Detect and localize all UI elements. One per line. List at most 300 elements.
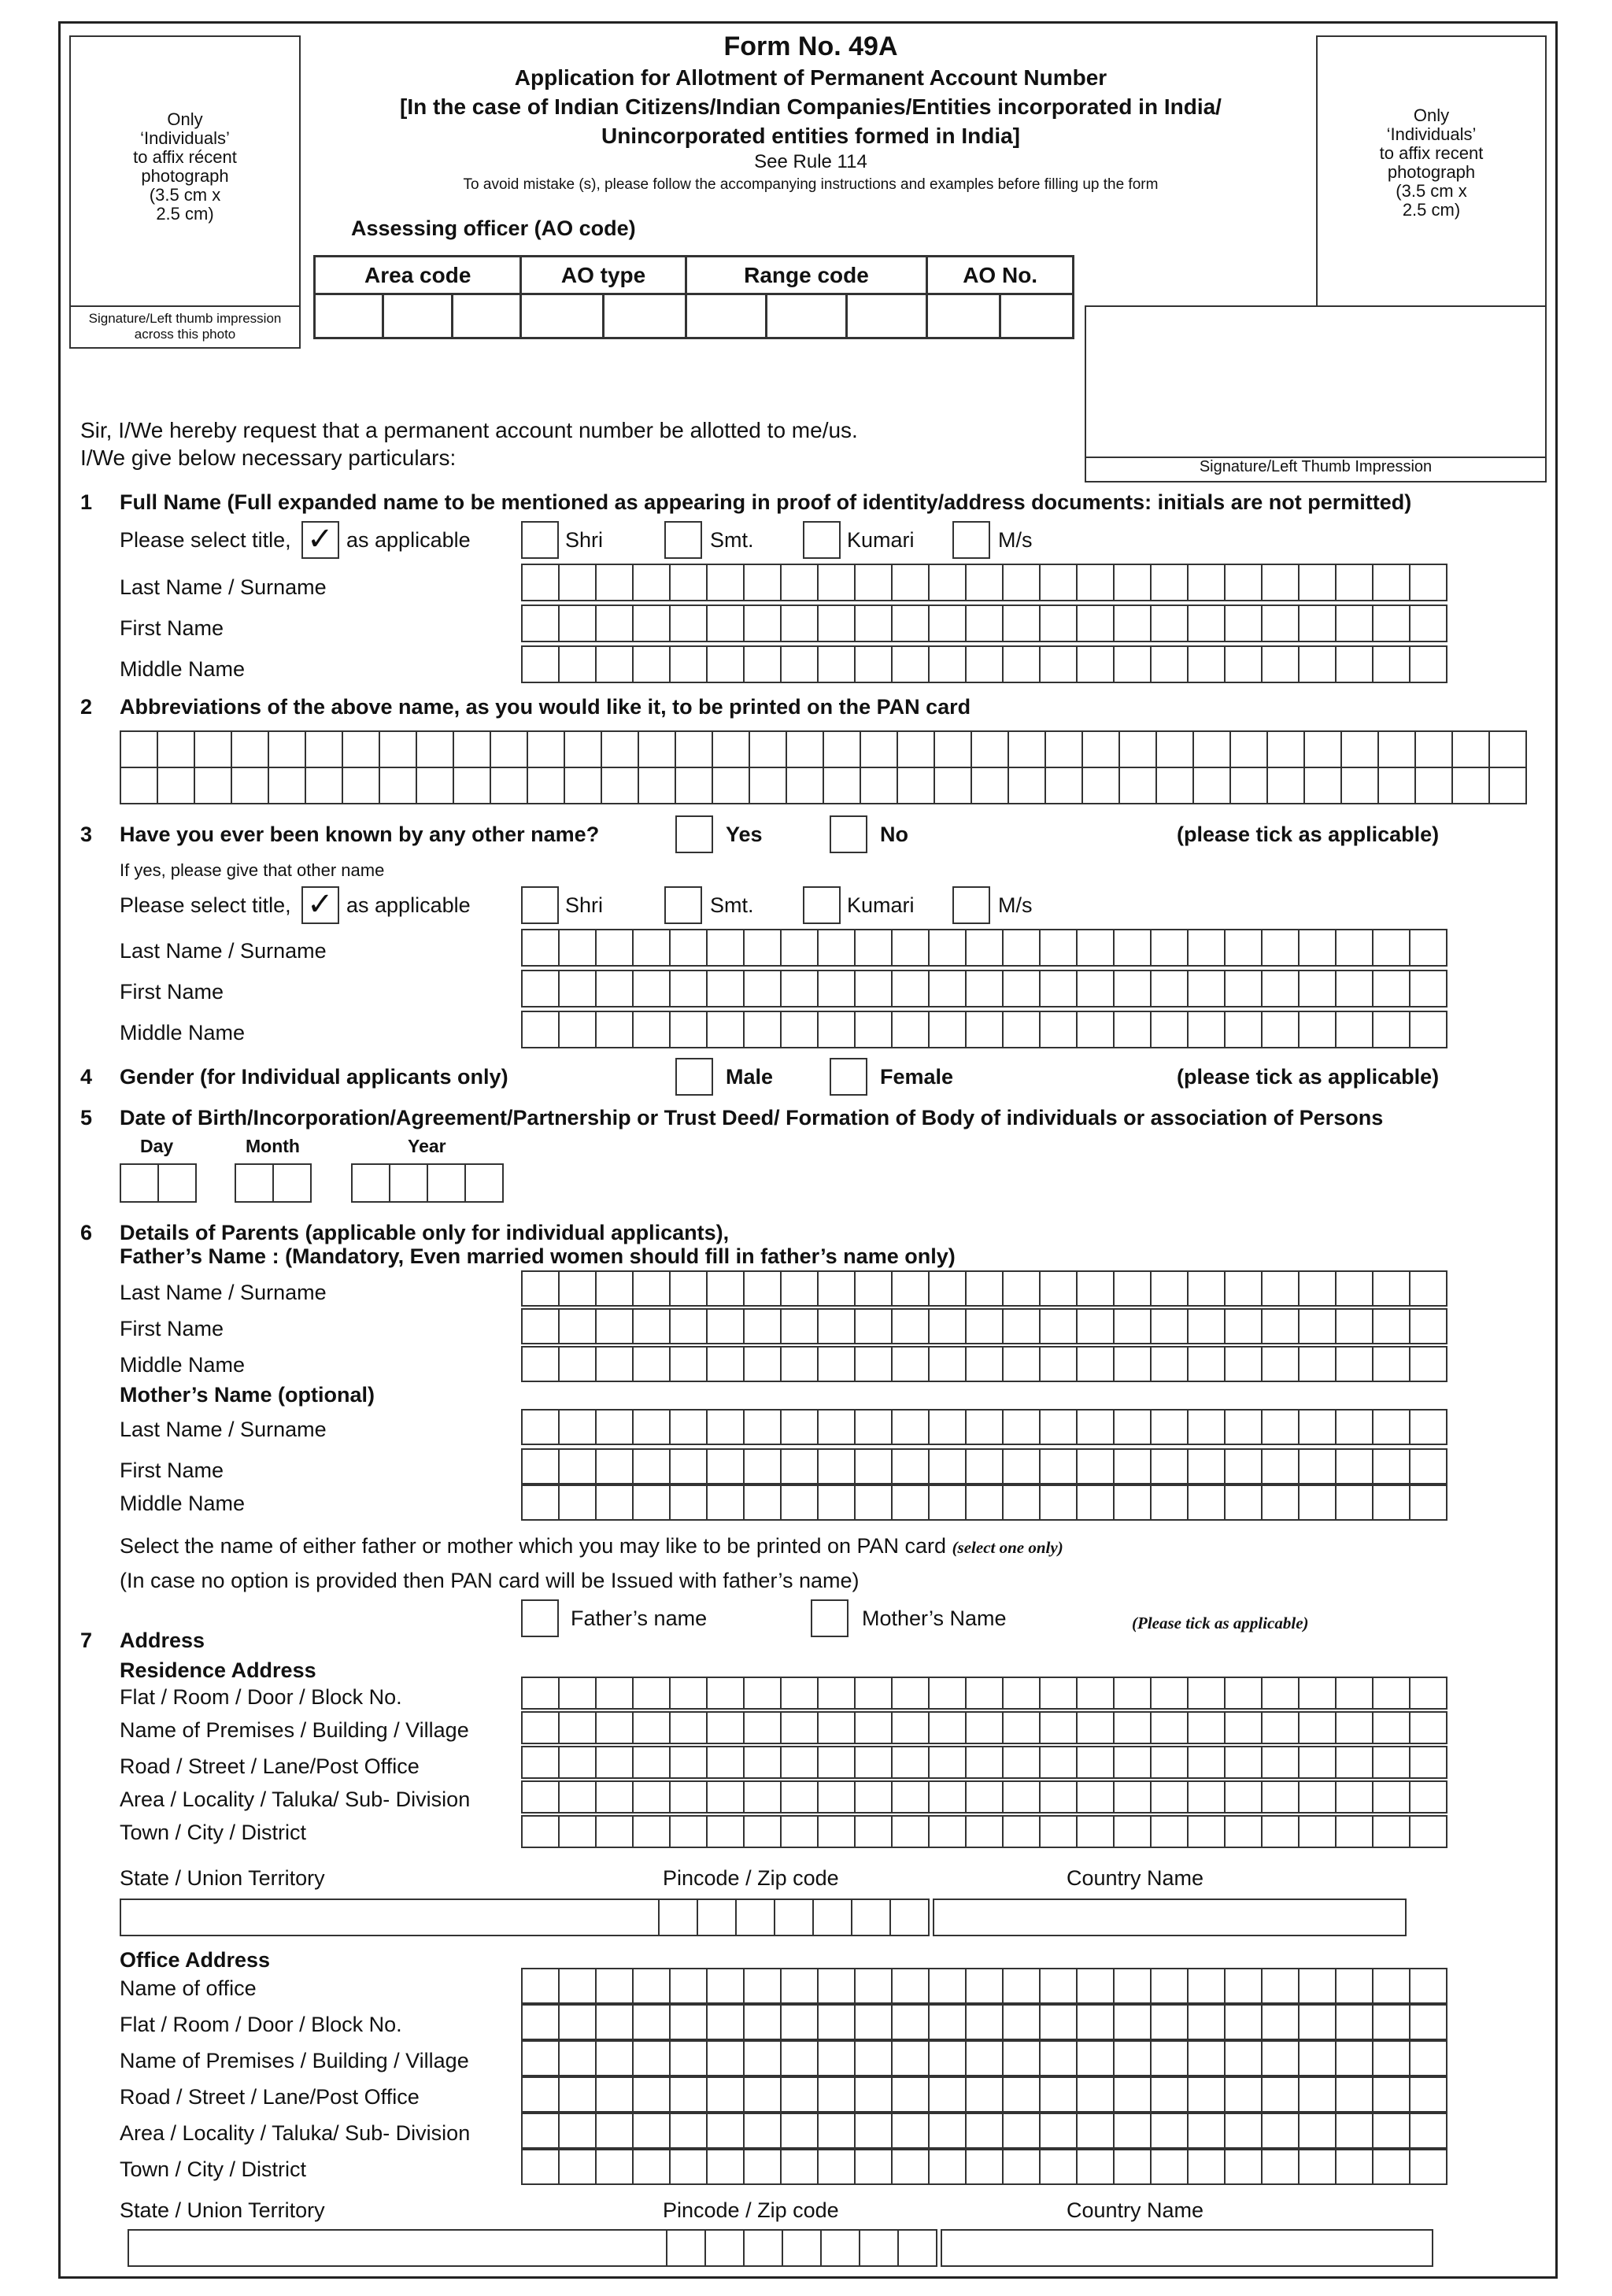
char-box[interactable]	[928, 605, 967, 642]
char-box[interactable]	[558, 1346, 597, 1382]
char-box[interactable]	[1409, 1484, 1447, 1521]
char-box[interactable]	[1150, 929, 1189, 967]
char-box[interactable]	[638, 767, 676, 804]
char-box[interactable]	[1076, 2040, 1115, 2076]
char-box[interactable]	[558, 1308, 597, 1344]
char-box[interactable]	[1118, 730, 1157, 768]
char-box[interactable]	[706, 2040, 745, 2076]
char-box[interactable]	[416, 767, 454, 804]
char-box[interactable]	[1261, 2040, 1300, 2076]
char-box[interactable]	[1187, 2040, 1226, 2076]
char-box[interactable]	[669, 1409, 708, 1445]
char-box[interactable]	[1409, 2040, 1447, 2076]
char-box[interactable]	[1076, 1270, 1115, 1307]
char-box[interactable]	[521, 1968, 560, 2004]
char-box[interactable]	[889, 1899, 930, 1936]
char-box[interactable]	[1224, 1346, 1263, 1382]
char-box[interactable]	[521, 605, 560, 642]
char-box[interactable]	[897, 2229, 937, 2267]
char-box[interactable]	[743, 1484, 782, 1521]
char-box[interactable]	[891, 1270, 930, 1307]
s7-res-flat-boxes[interactable]	[521, 1677, 1447, 1710]
char-box[interactable]	[1113, 645, 1152, 683]
char-box[interactable]	[1298, 1677, 1337, 1710]
char-box[interactable]	[120, 730, 158, 768]
char-box[interactable]	[1409, 1677, 1447, 1710]
char-box[interactable]	[1002, 929, 1041, 967]
char-box[interactable]	[379, 730, 417, 768]
ao-type-cell[interactable]	[521, 294, 604, 338]
char-box[interactable]	[601, 730, 639, 768]
char-box[interactable]	[817, 1711, 856, 1744]
char-box[interactable]	[1298, 564, 1337, 601]
char-box[interactable]	[157, 730, 195, 768]
char-box[interactable]	[1372, 605, 1410, 642]
char-box[interactable]	[1372, 2004, 1410, 2040]
char-box[interactable]	[1335, 564, 1374, 601]
char-box[interactable]	[706, 1677, 745, 1710]
char-box[interactable]	[1224, 605, 1263, 642]
s6-father-first-boxes[interactable]	[521, 1308, 1447, 1344]
char-box[interactable]	[860, 730, 898, 768]
s1-shri-checkbox[interactable]	[521, 521, 559, 559]
char-box[interactable]	[1224, 929, 1263, 967]
s5-day-boxes[interactable]	[120, 1163, 197, 1203]
s2-abbrev-row-1[interactable]	[120, 730, 1527, 768]
char-box[interactable]	[521, 1346, 560, 1382]
char-box[interactable]	[1224, 1780, 1263, 1814]
char-box[interactable]	[854, 605, 893, 642]
s6-mother-option-checkbox[interactable]	[811, 1599, 849, 1637]
char-box[interactable]	[1039, 2113, 1078, 2149]
char-box[interactable]	[632, 1677, 671, 1710]
char-box[interactable]	[780, 1011, 819, 1048]
char-box[interactable]	[632, 564, 671, 601]
char-box[interactable]	[1039, 1308, 1078, 1344]
char-box[interactable]	[854, 1968, 893, 2004]
char-box[interactable]	[669, 1677, 708, 1710]
char-box[interactable]	[965, 1815, 1004, 1848]
char-box[interactable]	[1224, 970, 1263, 1008]
char-box[interactable]	[851, 1899, 891, 1936]
s6-mother-middle-boxes[interactable]	[521, 1484, 1447, 1521]
char-box[interactable]	[1039, 1968, 1078, 2004]
char-box[interactable]	[1113, 970, 1152, 1008]
char-box[interactable]	[854, 2113, 893, 2149]
char-box[interactable]	[1409, 970, 1447, 1008]
char-box[interactable]	[1224, 1011, 1263, 1048]
char-box[interactable]	[1224, 1448, 1263, 1484]
char-box[interactable]	[632, 2004, 671, 2040]
char-box[interactable]	[1076, 1346, 1115, 1382]
char-box[interactable]	[521, 1780, 560, 1814]
char-box[interactable]	[780, 2004, 819, 2040]
char-box[interactable]	[1076, 564, 1115, 601]
char-box[interactable]	[965, 929, 1004, 967]
char-box[interactable]	[965, 1011, 1004, 1048]
char-box[interactable]	[743, 1711, 782, 1744]
char-box[interactable]	[780, 1448, 819, 1484]
char-box[interactable]	[1298, 2040, 1337, 2076]
char-box[interactable]	[706, 1308, 745, 1344]
char-box[interactable]	[891, 1711, 930, 1744]
s1-ms-checkbox[interactable]	[952, 521, 990, 559]
char-box[interactable]	[1002, 1409, 1041, 1445]
char-box[interactable]	[780, 1780, 819, 1814]
char-box[interactable]	[1150, 1815, 1189, 1848]
char-box[interactable]	[595, 1815, 634, 1848]
char-box[interactable]	[780, 2076, 819, 2113]
char-box[interactable]	[632, 2149, 671, 2185]
ao-range-cell[interactable]	[766, 294, 846, 338]
char-box[interactable]	[928, 564, 967, 601]
char-box[interactable]	[743, 1346, 782, 1382]
char-box[interactable]	[780, 2113, 819, 2149]
char-box[interactable]	[928, 1270, 967, 1307]
char-box[interactable]	[558, 1011, 597, 1048]
char-box[interactable]	[1187, 645, 1226, 683]
char-box[interactable]	[1150, 1409, 1189, 1445]
char-box[interactable]	[1039, 2004, 1078, 2040]
char-box[interactable]	[1076, 2076, 1115, 2113]
char-box[interactable]	[1002, 1270, 1041, 1307]
char-box[interactable]	[706, 970, 745, 1008]
char-box[interactable]	[817, 1409, 856, 1445]
char-box[interactable]	[1261, 2113, 1300, 2149]
char-box[interactable]	[632, 2113, 671, 2149]
char-box[interactable]	[1150, 1448, 1189, 1484]
char-box[interactable]	[854, 2004, 893, 2040]
char-box[interactable]	[965, 2004, 1004, 2040]
char-box[interactable]	[1081, 730, 1120, 768]
char-box[interactable]	[1298, 1746, 1337, 1779]
s7-res-town-boxes[interactable]	[521, 1815, 1447, 1848]
char-box[interactable]	[1335, 1677, 1374, 1710]
char-box[interactable]	[521, 929, 560, 967]
char-box[interactable]	[697, 1899, 737, 1936]
char-box[interactable]	[1409, 1448, 1447, 1484]
char-box[interactable]	[1076, 1968, 1115, 2004]
char-box[interactable]	[817, 605, 856, 642]
char-box[interactable]	[891, 1011, 930, 1048]
char-box[interactable]	[1002, 1448, 1041, 1484]
s6-father-middle-boxes[interactable]	[521, 1346, 1447, 1382]
char-box[interactable]	[558, 1484, 597, 1521]
char-box[interactable]	[521, 1746, 560, 1779]
char-box[interactable]	[632, 645, 671, 683]
char-box[interactable]	[1150, 1968, 1189, 2004]
char-box[interactable]	[817, 1484, 856, 1521]
char-box[interactable]	[854, 1011, 893, 1048]
char-box[interactable]	[1150, 1270, 1189, 1307]
char-box[interactable]	[427, 1163, 466, 1203]
s1-kumari-checkbox[interactable]	[803, 521, 841, 559]
char-box[interactable]	[1039, 1780, 1078, 1814]
char-box[interactable]	[1335, 1780, 1374, 1814]
char-box[interactable]	[1039, 970, 1078, 1008]
char-box[interactable]	[638, 730, 676, 768]
char-box[interactable]	[1113, 1011, 1152, 1048]
char-box[interactable]	[1409, 929, 1447, 967]
char-box[interactable]	[854, 1484, 893, 1521]
char-box[interactable]	[1076, 1677, 1115, 1710]
char-box[interactable]	[1150, 2076, 1189, 2113]
char-box[interactable]	[1044, 767, 1083, 804]
char-box[interactable]	[817, 2076, 856, 2113]
char-box[interactable]	[1113, 1484, 1152, 1521]
char-box[interactable]	[1187, 1308, 1226, 1344]
char-box[interactable]	[971, 730, 1009, 768]
char-box[interactable]	[782, 2229, 822, 2267]
char-box[interactable]	[1298, 2004, 1337, 2040]
char-box[interactable]	[1224, 1484, 1263, 1521]
char-box[interactable]	[1187, 1346, 1226, 1382]
char-box[interactable]	[1451, 730, 1490, 768]
char-box[interactable]	[1335, 605, 1374, 642]
char-box[interactable]	[965, 2149, 1004, 2185]
char-box[interactable]	[1409, 1409, 1447, 1445]
char-box[interactable]	[706, 1346, 745, 1382]
char-box[interactable]	[1335, 2076, 1374, 2113]
char-box[interactable]	[1372, 970, 1410, 1008]
char-box[interactable]	[1039, 605, 1078, 642]
char-box[interactable]	[743, 2229, 783, 2267]
char-box[interactable]	[1044, 730, 1083, 768]
char-box[interactable]	[595, 2113, 634, 2149]
char-box[interactable]	[1414, 730, 1453, 768]
char-box[interactable]	[595, 1484, 634, 1521]
char-box[interactable]	[669, 1815, 708, 1848]
char-box[interactable]	[564, 730, 602, 768]
char-box[interactable]	[928, 1346, 967, 1382]
char-box[interactable]	[1187, 1011, 1226, 1048]
char-box[interactable]	[595, 1409, 634, 1445]
char-box[interactable]	[1377, 730, 1416, 768]
char-box[interactable]	[416, 730, 454, 768]
char-box[interactable]	[1039, 645, 1078, 683]
char-box[interactable]	[743, 929, 782, 967]
s2-abbrev-row-2[interactable]	[120, 767, 1527, 804]
s3-smt-checkbox[interactable]	[664, 886, 702, 924]
char-box[interactable]	[1298, 605, 1337, 642]
char-box[interactable]	[965, 1968, 1004, 2004]
char-box[interactable]	[928, 2040, 967, 2076]
char-box[interactable]	[1113, 1711, 1152, 1744]
char-box[interactable]	[1113, 2040, 1152, 2076]
char-box[interactable]	[1187, 1746, 1226, 1779]
char-box[interactable]	[669, 970, 708, 1008]
char-box[interactable]	[1155, 730, 1194, 768]
char-box[interactable]	[1113, 1448, 1152, 1484]
char-box[interactable]	[1261, 1711, 1300, 1744]
char-box[interactable]	[1298, 1270, 1337, 1307]
char-box[interactable]	[1372, 1270, 1410, 1307]
char-box[interactable]	[632, 1968, 671, 2004]
char-box[interactable]	[1409, 1711, 1447, 1744]
char-box[interactable]	[521, 645, 560, 683]
char-box[interactable]	[891, 1448, 930, 1484]
char-box[interactable]	[706, 2004, 745, 2040]
char-box[interactable]	[1372, 1780, 1410, 1814]
char-box[interactable]	[157, 1163, 197, 1203]
char-box[interactable]	[1150, 564, 1189, 601]
char-box[interactable]	[897, 767, 935, 804]
char-box[interactable]	[601, 767, 639, 804]
char-box[interactable]	[1076, 2149, 1115, 2185]
s7-off-name-boxes[interactable]	[521, 1968, 1447, 2004]
char-box[interactable]	[1150, 1711, 1189, 1744]
char-box[interactable]	[1298, 1011, 1337, 1048]
char-box[interactable]	[965, 1448, 1004, 1484]
char-box[interactable]	[632, 1270, 671, 1307]
char-box[interactable]	[780, 1270, 819, 1307]
char-box[interactable]	[595, 1448, 634, 1484]
char-box[interactable]	[490, 730, 528, 768]
char-box[interactable]	[965, 605, 1004, 642]
char-box[interactable]	[928, 1780, 967, 1814]
char-box[interactable]	[1335, 1448, 1374, 1484]
char-box[interactable]	[1303, 767, 1342, 804]
char-box[interactable]	[521, 1484, 560, 1521]
char-box[interactable]	[743, 605, 782, 642]
char-box[interactable]	[1261, 1308, 1300, 1344]
char-box[interactable]	[965, 2076, 1004, 2113]
char-box[interactable]	[1187, 1815, 1226, 1848]
char-box[interactable]	[1229, 767, 1268, 804]
char-box[interactable]	[1039, 929, 1078, 967]
char-box[interactable]	[780, 645, 819, 683]
char-box[interactable]	[706, 1270, 745, 1307]
char-box[interactable]	[706, 564, 745, 601]
char-box[interactable]	[1298, 2149, 1337, 2185]
char-box[interactable]	[1076, 1746, 1115, 1779]
char-box[interactable]	[595, 2076, 634, 2113]
char-box[interactable]	[669, 2113, 708, 2149]
char-box[interactable]	[1081, 767, 1120, 804]
char-box[interactable]	[669, 1308, 708, 1344]
char-box[interactable]	[854, 1746, 893, 1779]
ao-area-cell[interactable]	[315, 294, 383, 338]
char-box[interactable]	[1076, 1308, 1115, 1344]
char-box[interactable]	[897, 730, 935, 768]
char-box[interactable]	[780, 1968, 819, 2004]
char-box[interactable]	[891, 1484, 930, 1521]
char-box[interactable]	[558, 970, 597, 1008]
char-box[interactable]	[820, 2229, 860, 2267]
char-box[interactable]	[854, 2076, 893, 2113]
char-box[interactable]	[854, 1780, 893, 1814]
char-box[interactable]	[743, 1780, 782, 1814]
char-box[interactable]	[1039, 1011, 1078, 1048]
char-box[interactable]	[632, 929, 671, 967]
char-box[interactable]	[743, 1011, 782, 1048]
char-box[interactable]	[1409, 2076, 1447, 2113]
char-box[interactable]	[521, 1409, 560, 1445]
char-box[interactable]	[669, 1270, 708, 1307]
char-box[interactable]	[1039, 1270, 1078, 1307]
char-box[interactable]	[669, 2076, 708, 2113]
char-box[interactable]	[1340, 730, 1379, 768]
char-box[interactable]	[595, 1270, 634, 1307]
char-box[interactable]	[743, 645, 782, 683]
s3-yes-checkbox[interactable]	[675, 815, 713, 853]
char-box[interactable]	[1335, 2040, 1374, 2076]
char-box[interactable]	[632, 2040, 671, 2076]
char-box[interactable]	[1335, 1711, 1374, 1744]
char-box[interactable]	[521, 2113, 560, 2149]
char-box[interactable]	[1076, 1011, 1115, 1048]
char-box[interactable]	[706, 1815, 745, 1848]
char-box[interactable]	[521, 2004, 560, 2040]
char-box[interactable]	[558, 1746, 597, 1779]
char-box[interactable]	[1261, 564, 1300, 601]
s5-month-boxes[interactable]	[235, 1163, 312, 1203]
char-box[interactable]	[780, 1677, 819, 1710]
char-box[interactable]	[712, 767, 750, 804]
char-box[interactable]	[342, 767, 380, 804]
char-box[interactable]	[1372, 929, 1410, 967]
char-box[interactable]	[928, 2113, 967, 2149]
char-box[interactable]	[817, 2040, 856, 2076]
char-box[interactable]	[928, 1308, 967, 1344]
char-box[interactable]	[706, 929, 745, 967]
char-box[interactable]	[1113, 1270, 1152, 1307]
char-box[interactable]	[706, 2113, 745, 2149]
char-box[interactable]	[558, 2149, 597, 2185]
char-box[interactable]	[817, 1346, 856, 1382]
char-box[interactable]	[1261, 1011, 1300, 1048]
char-box[interactable]	[558, 605, 597, 642]
s4-male-checkbox[interactable]	[675, 1058, 713, 1096]
char-box[interactable]	[817, 2149, 856, 2185]
char-box[interactable]	[817, 1270, 856, 1307]
char-box[interactable]	[743, 970, 782, 1008]
char-box[interactable]	[712, 730, 750, 768]
char-box[interactable]	[194, 730, 232, 768]
char-box[interactable]	[1409, 2113, 1447, 2149]
char-box[interactable]	[743, 1308, 782, 1344]
char-box[interactable]	[1298, 970, 1337, 1008]
char-box[interactable]	[669, 1968, 708, 2004]
s7-off-state-field[interactable]	[128, 2229, 667, 2267]
char-box[interactable]	[1076, 645, 1115, 683]
char-box[interactable]	[521, 1270, 560, 1307]
char-box[interactable]	[595, 1308, 634, 1344]
char-box[interactable]	[780, 970, 819, 1008]
char-box[interactable]	[817, 929, 856, 967]
char-box[interactable]	[1409, 645, 1447, 683]
char-box[interactable]	[1039, 564, 1078, 601]
char-box[interactable]	[120, 1163, 159, 1203]
s6-father-option-checkbox[interactable]	[521, 1599, 559, 1637]
char-box[interactable]	[1224, 1711, 1263, 1744]
s6-mother-last-boxes[interactable]	[521, 1409, 1447, 1445]
char-box[interactable]	[965, 1746, 1004, 1779]
char-box[interactable]	[1298, 645, 1337, 683]
char-box[interactable]	[675, 767, 713, 804]
char-box[interactable]	[812, 1899, 852, 1936]
char-box[interactable]	[1224, 1746, 1263, 1779]
char-box[interactable]	[558, 1677, 597, 1710]
char-box[interactable]	[632, 970, 671, 1008]
char-box[interactable]	[595, 1711, 634, 1744]
char-box[interactable]	[632, 1484, 671, 1521]
char-box[interactable]	[928, 1746, 967, 1779]
char-box[interactable]	[669, 605, 708, 642]
char-box[interactable]	[1150, 1346, 1189, 1382]
char-box[interactable]	[1187, 1711, 1226, 1744]
char-box[interactable]	[1187, 2149, 1226, 2185]
